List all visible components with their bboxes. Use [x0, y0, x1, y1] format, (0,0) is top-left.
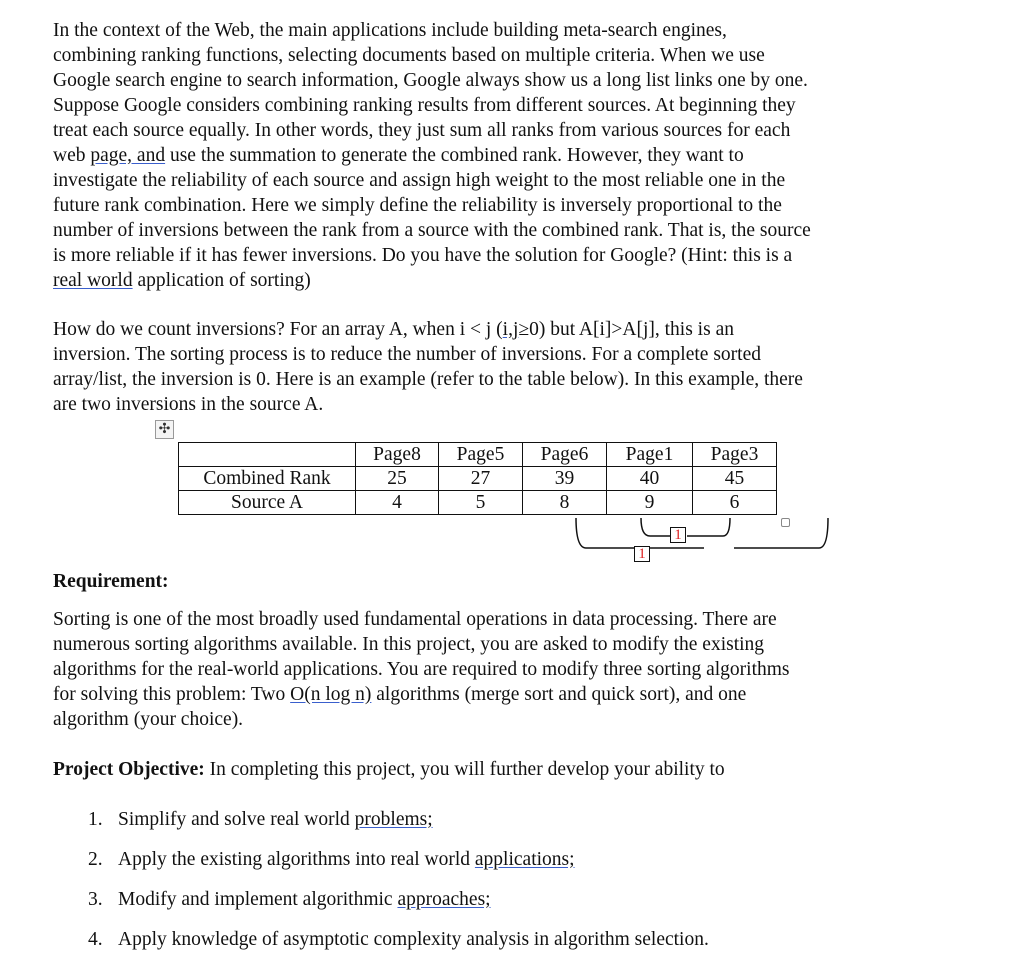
list-item [118, 887, 491, 912]
table-move-handle-icon[interactable]: ✣ [155, 420, 174, 439]
table-cell: 39 [523, 467, 607, 491]
table-header-cell: Page5 [439, 443, 523, 467]
text-segment: ≥0) but A[i]>A[j], this is an [518, 319, 734, 340]
inversion-count-box: 1 [634, 546, 650, 562]
list-item-number: 4. [88, 929, 103, 950]
objective-paragraph [53, 757, 725, 782]
table-header-cell: Page3 [693, 443, 777, 467]
table-cell: 8 [523, 491, 607, 515]
text-segment: for solving this problem: Two [53, 684, 291, 705]
text-line: inversion. The sorting process is to reduce the number of inversions. For a complete sorted [53, 344, 761, 365]
text-line [53, 682, 746, 707]
list-item-number: 2. [88, 849, 103, 870]
text-segment: How do we count inversions? For an array A, when i < j ( [53, 319, 503, 340]
underlined-text: approaches; [397, 889, 491, 910]
text-line: is more reliable if it has fewer inversions. Do you have the solution for Google? (Hint: this is a [53, 245, 793, 266]
underlined-text: real world [53, 270, 133, 291]
text-line: numerous sorting algorithms available. In this project, you are asked to modify the existing [53, 634, 765, 655]
list-item-text: Simplify and solve real world [118, 809, 355, 830]
text-line: Sorting is one of the most broadly used fundamental operations in data processing. There are [53, 609, 777, 630]
list-item-text: Apply the existing algorithms into real world [118, 849, 475, 870]
list-item-number: 1. [88, 809, 103, 830]
text-line: treat each source equally. In other words, they just sum all ranks from various sources for each [53, 120, 791, 141]
text-line: are two inversions in the source A. [53, 394, 324, 415]
table-header-cell: Page6 [523, 443, 607, 467]
table-cell: 40 [607, 467, 693, 491]
table-header-cell: Page1 [607, 443, 693, 467]
list-item [118, 807, 433, 832]
underlined-text: page, and [90, 145, 166, 166]
objective-text: In completing this project, you will further develop your ability to [204, 759, 725, 780]
text-line: combining ranking functions, selecting documents based on multiple criteria. When we use [53, 45, 765, 66]
table-cell: 4 [356, 491, 439, 515]
table-cell: 25 [356, 467, 439, 491]
text-line: investigate the reliability of each source and assign high weight to the most reliable one in the [53, 170, 786, 191]
list-item-number: 3. [88, 889, 103, 910]
underlined-text: applications; [474, 849, 575, 870]
row-label: Combined Rank [179, 467, 356, 491]
text-line: future rank combination. Here we simply define the reliability is inversely proportional to the [53, 195, 782, 216]
underlined-text: problems; [354, 809, 433, 830]
text-line: number of inversions between the rank from a source with the combined rank. That is, the source [53, 220, 811, 241]
table-cell: 5 [439, 491, 523, 515]
text-line: Suppose Google considers combining ranking results from different sources. At beginning they [53, 95, 796, 116]
text-segment: algorithms (merge sort and quick sort), and one [371, 684, 747, 705]
row-label: Source A [179, 491, 356, 515]
table-cell: 27 [439, 467, 523, 491]
requirement-heading: Requirement: [53, 571, 169, 592]
underlined-text: i,j [502, 319, 519, 340]
inversion-bracket-outer [576, 518, 828, 548]
table-cell: 6 [693, 491, 777, 515]
text-segment: use the summation to generate the combined rank. However, they want to [165, 145, 744, 166]
list-item [118, 847, 575, 872]
text-line: Google search engine to search information, Google always show us a long list links one by one. [53, 70, 808, 91]
text-segment: application of sorting) [132, 270, 311, 291]
underlined-text: O(n log n) [290, 684, 372, 705]
inversion-count-box: 1 [670, 527, 686, 543]
list-item-text: Apply knowledge of asymptotic complexity analysis in algorithm selection. [118, 929, 709, 950]
list-item [118, 927, 709, 952]
text-line: algorithm (your choice). [53, 709, 244, 730]
text-segment: web [53, 145, 91, 166]
table-header-cell: Page8 [356, 443, 439, 467]
objective-heading: Project Objective: [53, 759, 205, 780]
list-item-text: Modify and implement algorithmic [118, 889, 398, 910]
text-line: In the context of the Web, the main applications include building meta-search engines, [53, 20, 727, 41]
text-line: algorithms for the real-world applications. You are required to modify three sorting algorithms [53, 659, 790, 680]
table-cell: 45 [693, 467, 777, 491]
table-cell: 9 [607, 491, 693, 515]
text-line: array/list, the inversion is 0. Here is an example (refer to the table below). In this example, there [53, 369, 803, 390]
